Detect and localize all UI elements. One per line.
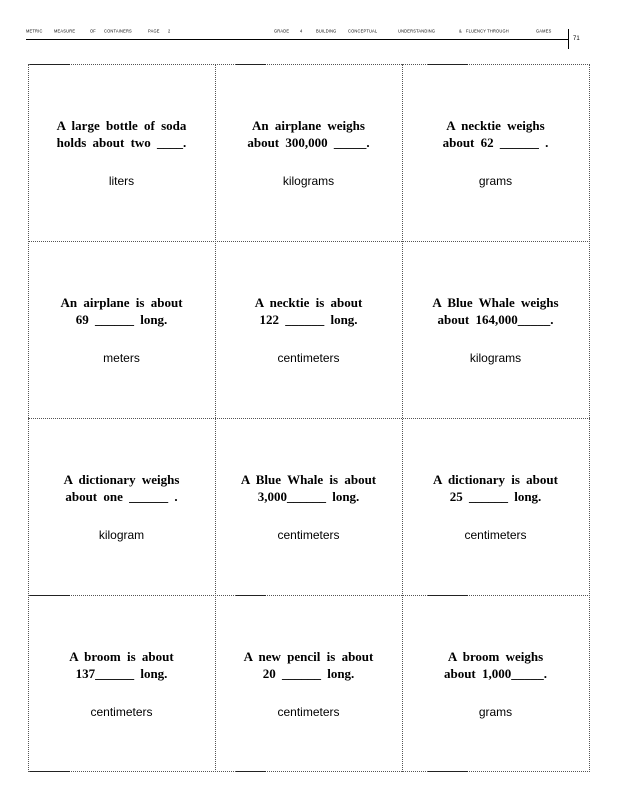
card-question-line: 20 ______ long. — [262, 666, 355, 681]
header-word: OF — [90, 27, 96, 34]
card-question — [215, 117, 402, 151]
card-answer: kilogram — [98, 528, 145, 542]
card-question-line: 3,000______ long. — [257, 489, 360, 504]
header-word: GAMES — [536, 27, 552, 34]
flash-card — [215, 418, 402, 595]
header-word: 2 — [168, 27, 171, 34]
card-question — [215, 648, 402, 682]
card-question-line: A dictionary weighs — [63, 472, 180, 487]
card-question — [402, 648, 589, 682]
card-question-line: holds about two ____. — [56, 135, 187, 150]
card-answer: liters — [108, 174, 135, 188]
card-question-line: An airplane is about — [60, 295, 183, 310]
card-question-line: about 62 ______ . — [442, 135, 549, 150]
card-question-line: about 1,000_____. — [443, 666, 548, 681]
card-answer: kilograms — [282, 174, 335, 188]
page-header — [26, 27, 568, 40]
flash-card — [402, 418, 589, 595]
card-question — [28, 294, 215, 328]
flash-card — [28, 64, 215, 241]
card-answer: grams — [478, 705, 513, 719]
card-question-line: A necktie weighs — [446, 118, 545, 133]
card-question-line: 25 ______ long. — [449, 489, 542, 504]
card-question-line: about one ______ . — [65, 489, 178, 504]
card-question — [215, 294, 402, 328]
card-question-line: A broom is about — [69, 649, 174, 664]
card-question — [28, 471, 215, 505]
header-word: & — [459, 27, 462, 34]
flash-card — [215, 595, 402, 772]
card-question-line: 69 ______ long. — [75, 312, 168, 327]
card-question — [402, 117, 589, 151]
card-answer: meters — [103, 351, 140, 365]
card-question-line: 122 ______ long. — [259, 312, 358, 327]
header-word: 4 — [300, 27, 303, 34]
header-word: FLUENCY THROUGH — [466, 27, 509, 34]
card-question-line: 137______ long. — [75, 666, 168, 681]
flash-card — [402, 64, 589, 241]
card-question-line: about 164,000_____. — [437, 312, 554, 327]
header-word: GRADE — [274, 27, 290, 34]
card-answer: centimeters — [277, 351, 340, 365]
card-answer: centimeters — [464, 528, 527, 542]
card-question — [28, 117, 215, 151]
header-word: CONTAINERS — [104, 27, 132, 34]
card-question-line: A broom weighs — [447, 649, 544, 664]
card-question-line: A dictionary is about — [433, 472, 558, 487]
card-question-line: about 300,000 _____. — [247, 135, 370, 150]
flash-card — [28, 595, 215, 772]
flash-card — [215, 241, 402, 418]
card-answer: kilograms — [469, 351, 522, 365]
card-grid — [28, 64, 590, 772]
card-question-line: A large bottle of soda — [56, 118, 187, 133]
card-answer: centimeters — [90, 705, 153, 719]
flash-card — [215, 64, 402, 241]
header-word: MEASURE — [54, 27, 76, 34]
flash-card — [402, 595, 589, 772]
header-word: CONCEPTUAL — [348, 27, 378, 34]
header-word: PAGE — [148, 27, 160, 34]
page-number: 71 — [573, 36, 580, 42]
card-answer: grams — [478, 174, 513, 188]
header-word: UNDERSTANDING — [398, 27, 436, 34]
flash-card — [402, 241, 589, 418]
flash-card — [28, 241, 215, 418]
card-question — [28, 648, 215, 682]
card-question-line: A new pencil is about — [243, 649, 374, 664]
card-question-line: A Blue Whale is about — [240, 472, 377, 487]
card-question — [215, 471, 402, 505]
card-question-line: A necktie is about — [254, 295, 363, 310]
header-vertical-rule — [568, 29, 569, 49]
header-word: BUILDING — [316, 27, 337, 34]
card-question-line: A Blue Whale weighs — [432, 295, 559, 310]
card-question — [402, 294, 589, 328]
header-word: METRIC — [26, 27, 43, 34]
card-answer: centimeters — [277, 705, 340, 719]
card-question-line: An airplane weighs — [252, 118, 365, 133]
flash-card — [28, 418, 215, 595]
card-answer: centimeters — [277, 528, 340, 542]
card-question — [402, 471, 589, 505]
